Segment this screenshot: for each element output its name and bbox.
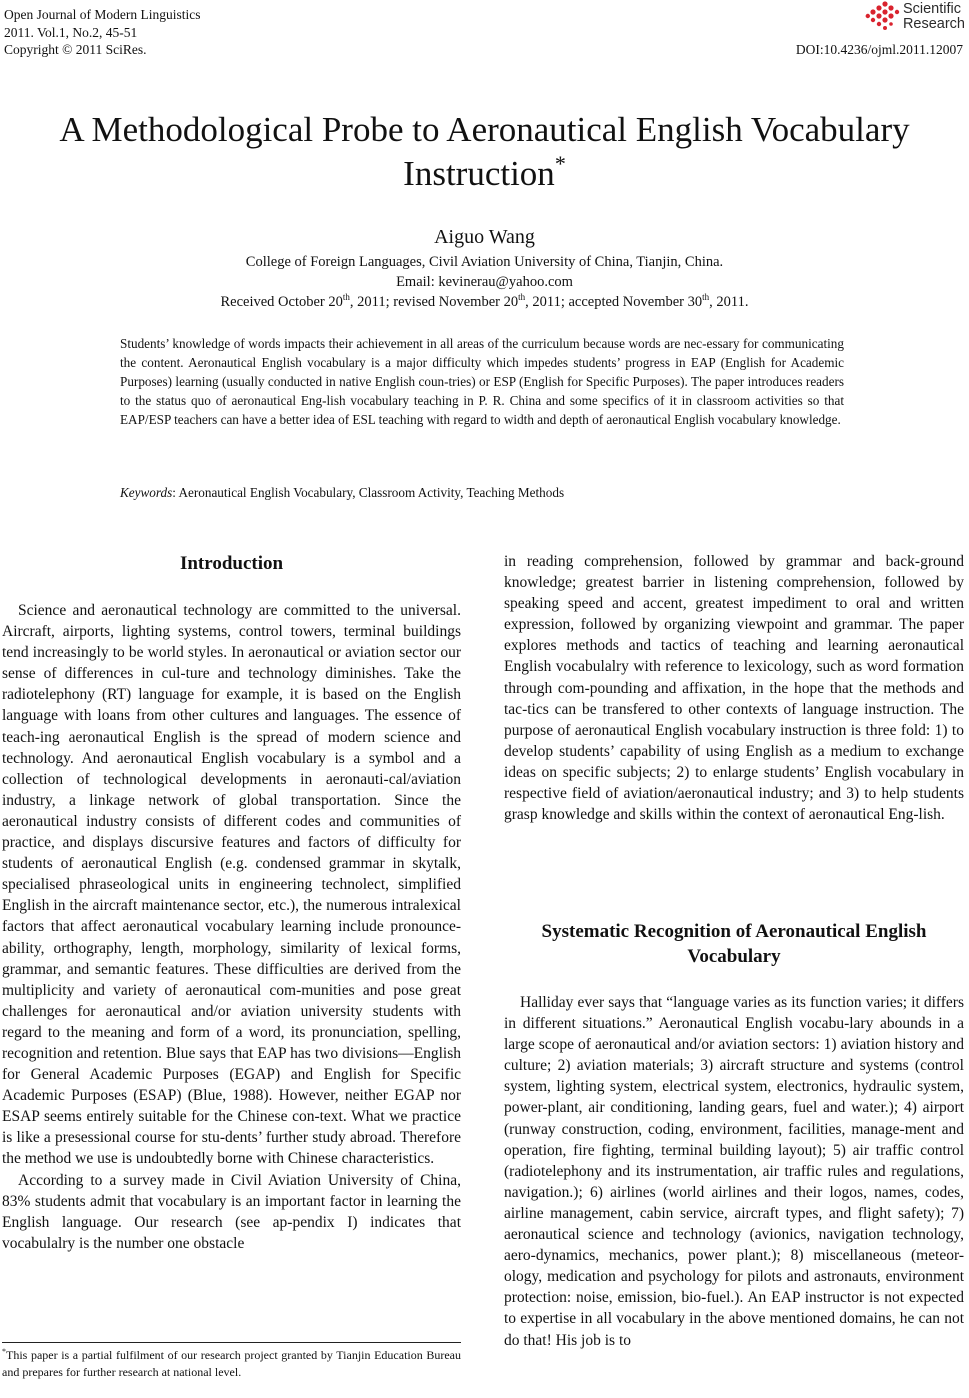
intro-paragraph-1: Science and aeronautical technology are committed to the universal. Aircraft, airports, lighting systems, control towers, terminal buildings tend increasingly to be world styles. In aeronautical or aviation sector our sense of differences in cul-ture and technology diminishes. Take the radiotelephony (RT) language for example, it is based on the English language with loans from other cultures and languages. The essence of teach-ing aeronautical English is the spread of modern science and technology. And aeronautical English vocabulary is a symbol and a collection of technological developments in aeronauti-cal/aviation industry, a linkage network of global transportation. Since the aeronautical industry consists of different codes and communities of practice, and displays discursive features and factors of difficulty for students of aeronautical English (e.g. condensed grammar in skytalk, specialised phraseological units in engineering technolect, simplified English in the aircraft maintenance sector, etc.), the numerous intralexical factors that affect aeronautical vocabulary learning include pronounce-ability, orthography, length, morphology, similarity of lexical forms, grammar, and semantic features. These difficulties are derived from the multiplicity and variety of aeronautical com-munities and pose great challenges for aeronautical and/or aviation university students with regard to the meaning and form of a word, its pronunciation, spelling, recognition and retention. Blue says that EAP has two divisions—English for General Academic Purposes (EGAP) and English for Specific Academic Purposes (ESAP) (Blue, 1988). However, neither EGAP nor ESAP seems entirely suitable for the Chinese con-text. What we practice is like a presessional course for stu-dents’ further study abroad. Therefore the method we use is undoubtedly borne with Chinese characteristics. (2, 602, 461, 1168)
title-footnote-marker: * (554, 151, 566, 176)
right-column-top (504, 551, 964, 825)
heading-line-1: Systematic Recognition of Aeronautical English (541, 921, 927, 942)
author-affiliation-block (0, 252, 969, 312)
section-heading-systematic-recognition (504, 919, 964, 969)
email: Email: kevinerau@yahoo.com (396, 274, 573, 290)
received-dates: Received October 20th, 2011; revised November 20th, 2011; accepted November 30th, 2011. (220, 292, 749, 310)
keywords-label: Keywords (120, 485, 173, 500)
heading-line-2: Vocabulary (687, 946, 781, 967)
doi: DOI:10.4236/ojml.2011.12007 (795, 42, 963, 57)
keywords (120, 485, 564, 501)
intro-paragraph-2: According to a survey made in Civil Aviation University of China, 83% students admit that vocabulary is an important factor in learning the English language. Our research (see ap-pendix I) indicates that vocabulalry is the number one obstacle (2, 1171, 461, 1252)
title-line-2 (0, 152, 969, 196)
footnote (2, 1347, 461, 1381)
abstract: Students’ knowledge of words impacts their achievement in all areas of the curriculum because words are nec-essary for communicating the content. Aeronautical English vocabulary is a major difficulty which impedes students’ progress in EAP (English for Academic Purposes) learning (usually conducted in native English coun-tries) or ESP (English for Specific Purposes). The paper introduces readers to the status quo of aeronautical Eng-lish vocabulary teaching in P. R. China and some specifics of it in classroom activities so that EAP/ESP teachers can have a better idea of ESL teaching with regard to width and depth of aeronautical English vocabulary knowledge. (120, 336, 844, 427)
title-line-1: A Methodological Probe to Aeronautical English Vocabulary (59, 110, 910, 149)
journal-name: Open Journal of Modern Linguistics (4, 7, 201, 22)
publisher-logo (865, 0, 965, 34)
logo-line-1: Scientific (902, 1, 961, 17)
footnote-divider (2, 1342, 461, 1343)
intro-paragraph-continued: in reading comprehension, followed by grammar and back-ground knowledge; greatest barrier in listening comprehension, followed by speaking speed and accent, greatest impediment to oral and written expression, followed by organizing viewpoint and grammar. The paper explores methods and tactics of teaching and learning aeronautical English vocabulalry with reference to lexicology, such as word formation through com-pounding and affixation, in the hope that the methods and tac-tics can be transfered to other contexts of language instruction. The purpose of aeronautical English vocabulary instruction is three fold: 1) to develop students’ capability of using English as a medium to exchange ideas on specific subjects; 2) to enlarge students’ English vocabulary in respective field of aviation/aeronautical industry; and 3) to help students grasp knowledge and skills within the context of aeronautical Eng-lish. (504, 553, 964, 824)
scientific-research-logo-icon (865, 0, 903, 34)
left-column (2, 600, 461, 1254)
journal-volume: 2011. Vol.1, No.2, 45-51 (4, 24, 138, 40)
paper-title (0, 108, 969, 196)
footnote-text: This paper is a partial fulfilment of our research project granted by Tianjin Education Bureau and prepares for further research at national level. (2, 1348, 461, 1379)
title-line-2-text: Instruction (403, 154, 555, 193)
footnote-marker: * (2, 1347, 6, 1356)
right-column-bottom (504, 992, 964, 1351)
section-heading-introduction: Introduction (179, 553, 284, 574)
journal-copyright: Copyright © 2011 SciRes. (4, 42, 147, 57)
systematic-paragraph-1: Halliday ever says that “language varies as its function varies; it differs in different situations.” Aeronautical English vocabu-lary abounds in a large scope of aeronautical and/or aviation sectors: 1) aviation history and culture; 2) aviation materials; 3) aircraft structure and systems (control system, lighting system, electrical system, electronics, hydraulic system, power-plant, air conditioning, landing gears, fuel and water.); 4) airport (runway construction, coding, environment, facilities, manage-ment and operation, fire fighting, terminal building layout); 5) air traffic control (radiotelephony and its instrumentation, air traffic rules and regulations, navigation.); 6) airlines (world airlines and their logos, names, codes, airline management, cabin service, aircraft types, and flight safety); 7) aeronautical science and technology (avionics, navigation technology, aero-dynamics, mechanics, power plant.); 8) miscellaneous (meteor-ology, medication and psychology for pilots and astronauts, environment protection: noise, emission, bio-fuel.). An EAP instructor is not expected to expertise in all vocabulary in the above mentioned domains, he can not do that! His job is to (504, 994, 964, 1349)
keywords-list: : Aeronautical English Vocabulary, Classroom Activity, Teaching Methods (172, 485, 565, 500)
journal-header (4, 6, 200, 59)
affiliation: College of Foreign Languages, Civil Aviation University of China, Tianjin, China. (245, 254, 724, 270)
logo-line-2: Research (902, 16, 965, 32)
author-name: Aiguo Wang (434, 226, 535, 248)
